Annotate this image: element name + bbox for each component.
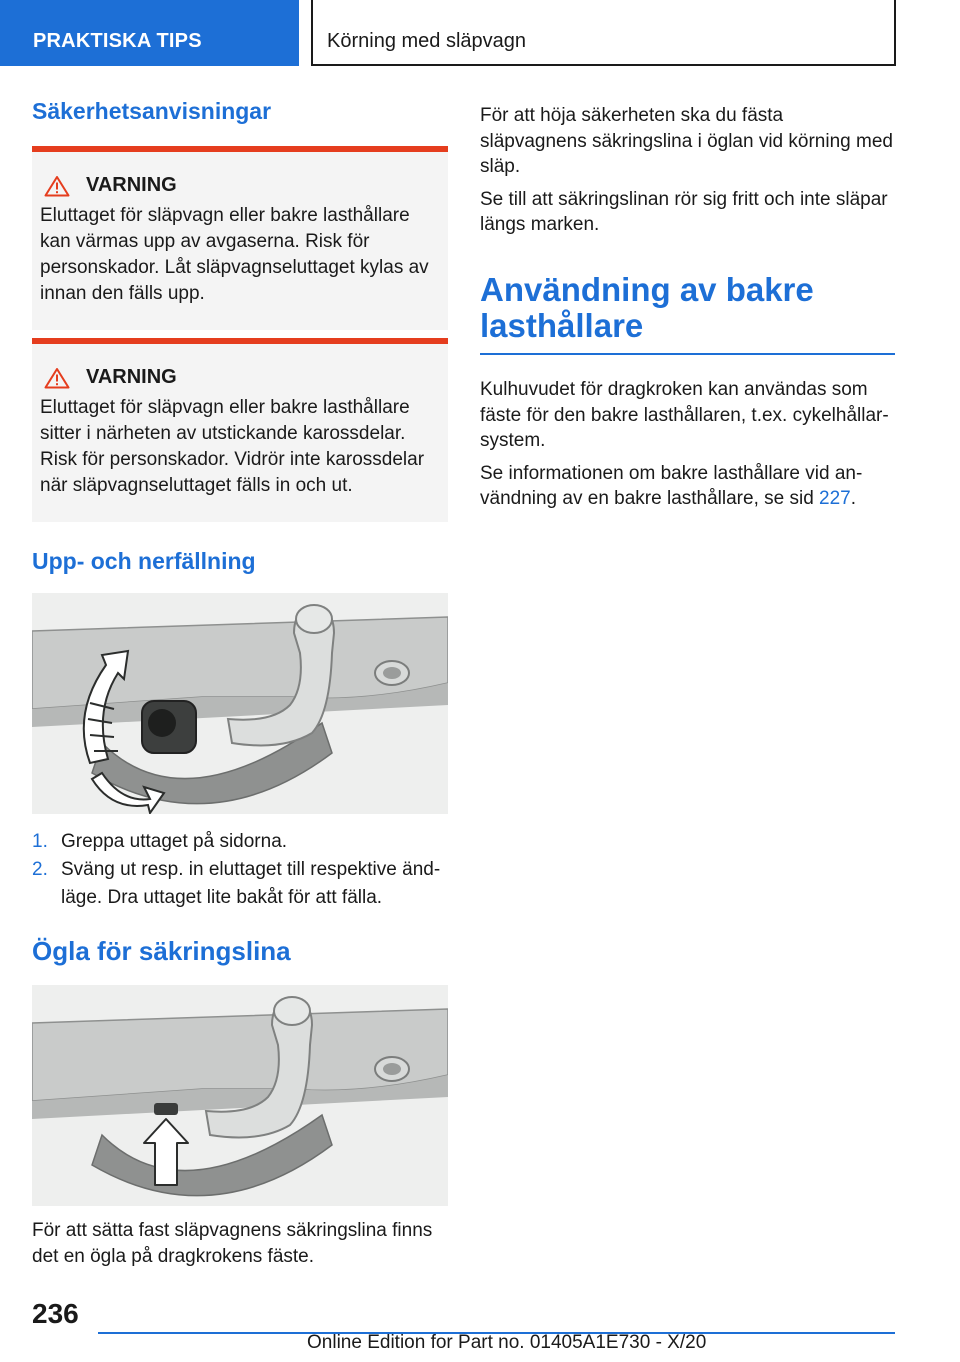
tow-hook-eyelet-illustration <box>32 985 448 1206</box>
warning-text: Eluttaget för släpvagn eller bakre lasthållare kan värmas upp av avgaserna. Risk för personskador. Låt släpvagnseluttaget kylas av innan den fälls upp. <box>40 205 429 304</box>
warning-triangle-icon <box>44 175 70 197</box>
intro-paragraph-1: För att höja säkerheten ska du fästa släpvagnens säkringslina i öglan vid körning med släp. <box>480 105 893 177</box>
step-list <box>32 828 448 912</box>
fold-heading: Upp- och nerfällning <box>32 548 256 574</box>
warning-label: VARNING <box>86 366 177 388</box>
warning-header <box>44 174 440 197</box>
chapter-title: Körning med släpvagn <box>311 0 896 66</box>
carrier-heading: Användning av bakre lasthållare <box>480 270 814 345</box>
safety-heading: Säkerhetsanvisningar <box>32 98 272 124</box>
page-header <box>0 0 960 66</box>
eyelet-heading: Ögla för säkringslina <box>32 936 291 966</box>
list-item <box>32 828 448 856</box>
warning-header <box>44 366 440 389</box>
warning-box-1 <box>32 146 448 330</box>
carrier-paragraph-2-text: Se informationen om bakre lasthållare vid användning av en bakre lasthållare, se sid <box>480 462 863 510</box>
warning-triangle-icon <box>44 367 70 389</box>
right-column <box>480 103 895 512</box>
page-reference-link[interactable]: 227 <box>819 488 851 510</box>
step-text: Greppa uttaget på sidorna. <box>61 831 288 852</box>
eyelet-text: För att sätta fast släpvagnens säkringslina finns det en ögla på dragkrokens fäste. <box>32 1220 433 1267</box>
carrier-paragraph-2-end: . <box>850 488 857 510</box>
section-tab[interactable]: PRAKTISKA TIPS <box>0 0 299 66</box>
intro-paragraph-2: Se till att säkringslinan rör sig fritt och inte släpar längs marken. <box>480 188 888 235</box>
step-text: Sväng ut resp. in eluttaget till respektive ändläge. Dra uttaget lite bakåt för att fälla. <box>61 859 441 908</box>
carrier-paragraph-2 <box>480 461 895 512</box>
page-number: 236 <box>32 1298 79 1329</box>
edition-text: Online Edition for Part no. 01405A1E730 - X/20 <box>307 1332 707 1353</box>
warning-box-2 <box>32 338 448 522</box>
list-item <box>32 856 448 912</box>
step-number: 1. <box>32 831 48 852</box>
heading-rule <box>480 353 895 355</box>
fold-figure <box>32 593 448 814</box>
warning-text: Eluttaget för släpvagn eller bakre lasthållare sitter i närheten av utstickande karossdelar. Risk för personskador. Vidrör inte karossdelar när släpvagnseluttaget fälls in och ut. <box>40 397 425 496</box>
eyelet-figure <box>32 985 448 1206</box>
left-column <box>32 98 448 1269</box>
carrier-paragraph-1: Kulhuvudet för dragkroken kan användas som fäste för den bakre lasthållaren, t.ex. cykelhållarsystem. <box>480 379 889 452</box>
tow-hook-swing-illustration <box>32 593 448 814</box>
warning-label: VARNING <box>86 174 177 196</box>
step-number: 2. <box>32 859 48 880</box>
